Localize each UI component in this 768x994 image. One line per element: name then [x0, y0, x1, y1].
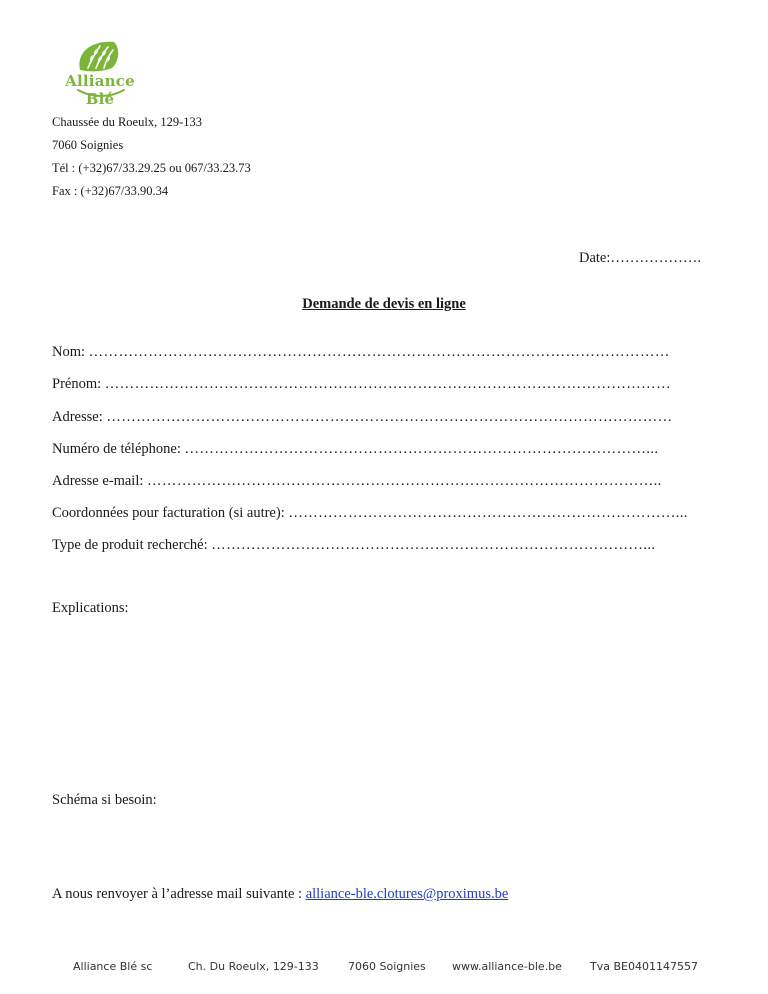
wheat-leaf-icon: [52, 38, 148, 72]
field-label: Adresse:: [52, 409, 107, 425]
field-prenom[interactable]: [52, 376, 712, 393]
field-dots: ……………………………………………………………………...: [288, 505, 688, 521]
document-title: Demande de devis en ligne: [302, 296, 466, 312]
address-fax: Fax : (+32)67/33.90.34: [52, 184, 169, 198]
field-dots: ……………………………………………………………………………………………………: [104, 376, 671, 392]
field-label: Prénom:: [52, 376, 105, 392]
address-phone: Tél : (+32)67/33.29.25 ou 067/33.23.73: [52, 161, 251, 175]
return-instruction: [52, 886, 508, 903]
field-dots: ……………………………………………………………………………...: [211, 537, 656, 553]
field-label: Type de produit recherché:: [52, 537, 212, 553]
field-dots: ……………………………………………………………………………………………………: [106, 409, 673, 425]
field-nom[interactable]: [52, 344, 712, 361]
field-adresse[interactable]: [52, 409, 712, 426]
field-email[interactable]: [52, 473, 712, 490]
address-city: 7060 Soignies: [52, 138, 124, 152]
field-label: Nom:: [52, 344, 89, 360]
logo-text: Alliance Blé: [65, 72, 135, 108]
company-logo: [52, 38, 148, 108]
field-label: Numéro de téléphone:: [52, 441, 185, 457]
footer-website[interactable]: www.alliance-ble.be: [452, 960, 562, 973]
field-dots: ………………………………………………………………………………………………………: [88, 344, 670, 360]
return-text: A nous renvoyer à l’adresse mail suivante :: [52, 886, 306, 902]
schema-label: Schéma si besoin:: [52, 792, 157, 808]
field-produit[interactable]: [52, 537, 712, 554]
field-label: Coordonnées pour facturation (si autre):: [52, 505, 289, 521]
email-link[interactable]: alliance-ble.clotures@proximus.be: [305, 886, 509, 902]
footer-street: Ch. Du Roeulx, 129-133: [188, 960, 319, 973]
field-telephone[interactable]: [52, 441, 712, 458]
field-dots: …………………………………………………………………………………………..: [147, 473, 662, 489]
date-field[interactable]: Date:……………….: [578, 250, 701, 266]
field-label: Adresse e-mail:: [52, 473, 148, 489]
field-dots: …………………………………………………………………………………...: [184, 441, 659, 457]
field-facturation[interactable]: [52, 505, 712, 522]
footer-city: 7060 Soignies: [348, 960, 426, 973]
address-street: Chaussée du Roeulx, 129-133: [52, 115, 202, 129]
footer-company: Alliance Blé sc: [73, 960, 153, 973]
logo-swoosh: [52, 88, 148, 100]
explications-label: Explications:: [52, 600, 129, 616]
footer-vat: Tva BE0401147557: [590, 960, 698, 973]
